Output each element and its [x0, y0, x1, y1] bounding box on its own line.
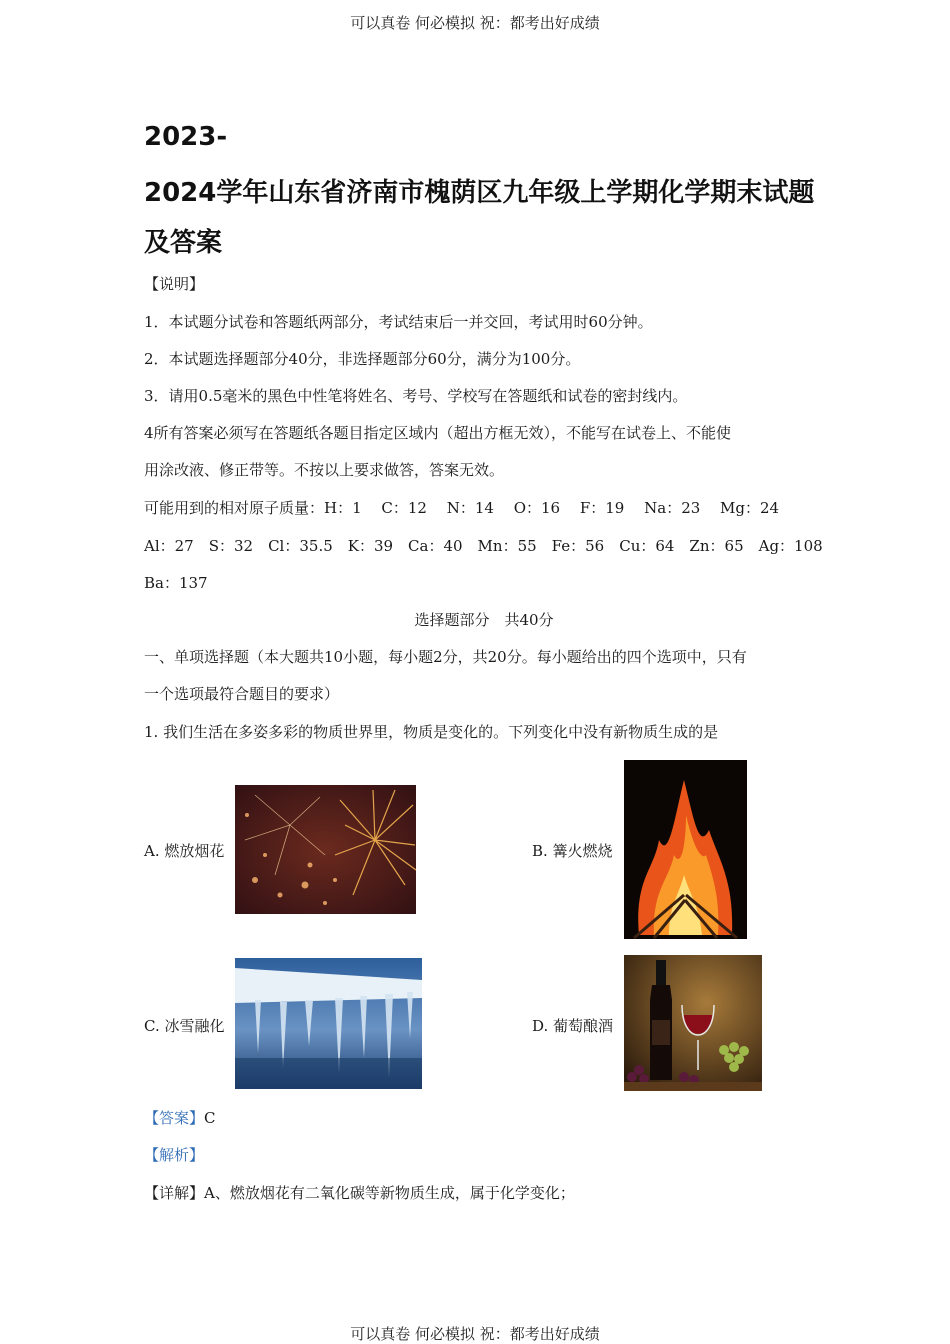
option-a-label: A. 燃放烟花 [144, 842, 225, 860]
bonfire-image [624, 760, 747, 939]
fireworks-image [235, 785, 416, 914]
option-c-label: C. 冰雪融化 [144, 1017, 225, 1035]
option-b-label: B. 篝火燃烧 [532, 842, 613, 860]
atomic-masses-line-2: Al：27 S：32 Cl：35.5 K：39 Ca：40 Mn：55 Fe：56 Cu：64 Zn：65 Ag：108 [144, 537, 823, 555]
title-line-2: 2024学年山东省济南市槐荫区九年级上学期化学期末试题 [144, 178, 815, 208]
part-one-intro-b: 一个选项最符合题目的要求） [144, 685, 340, 703]
answer-line [144, 1107, 824, 1128]
answer-tag: 【答案】 [144, 1109, 205, 1127]
page-header: 可以真卷 何必模拟 祝：都考出好成绩 [350, 14, 600, 32]
option-d-label: D. 葡萄酿酒 [532, 1017, 614, 1035]
answer-value: C [204, 1109, 216, 1127]
detail-text: A、燃放烟花有二氧化碳等新物质生成，属于化学变化； [204, 1184, 575, 1202]
instruction-item-4b: 用涂改液、修正带等。不按以上要求做答，答案无效。 [144, 461, 505, 479]
instructions-heading: 【说明】 [144, 275, 205, 293]
instruction-item-3: 3．请用0.5毫米的黑色中性笔将姓名、考号、学校写在答题纸和试卷的密封线内。 [144, 387, 688, 405]
question-1-stem: 1. 我们生活在多姿多彩的物质世界里，物质是变化的。下列变化中没有新物质生成的是 [144, 723, 719, 741]
wine-grapes-image [624, 955, 762, 1091]
section-title: 选择题部分 共40分 [414, 611, 554, 629]
atomic-masses-line-1: 可能用到的相对原子质量：H：1 C：12 N：14 O：16 F：19 Na：23 Mg：24 [144, 499, 780, 517]
instruction-item-1: 1．本试题分试卷和答题纸两部分，考试结束后一并交回，考试用时60分钟。 [144, 313, 653, 331]
part-one-intro-a: 一、单项选择题（本大题共10小题，每小题2分，共20分。每小题给出的四个选项中，只有 [144, 648, 747, 666]
instruction-item-4a: 4所有答案必须写在答题纸各题目指定区域内（超出方框无效），不能写在试卷上、不能使 [144, 424, 732, 442]
melting-ice-image [235, 958, 422, 1089]
analysis-tag: 【解析】 [144, 1146, 205, 1164]
title-line-3: 及答案 [144, 228, 223, 258]
atomic-masses-line-3: Ba：137 [144, 574, 208, 592]
detail-line [144, 1182, 824, 1203]
title-line-1: 2023- [144, 122, 228, 152]
page-footer: 可以真卷 何必模拟 祝：都考出好成绩 [350, 1325, 600, 1343]
detail-tag: 【详解】 [144, 1184, 205, 1202]
instruction-item-2: 2．本试题选择题部分40分，非选择题部分60分，满分为100分。 [144, 350, 581, 368]
